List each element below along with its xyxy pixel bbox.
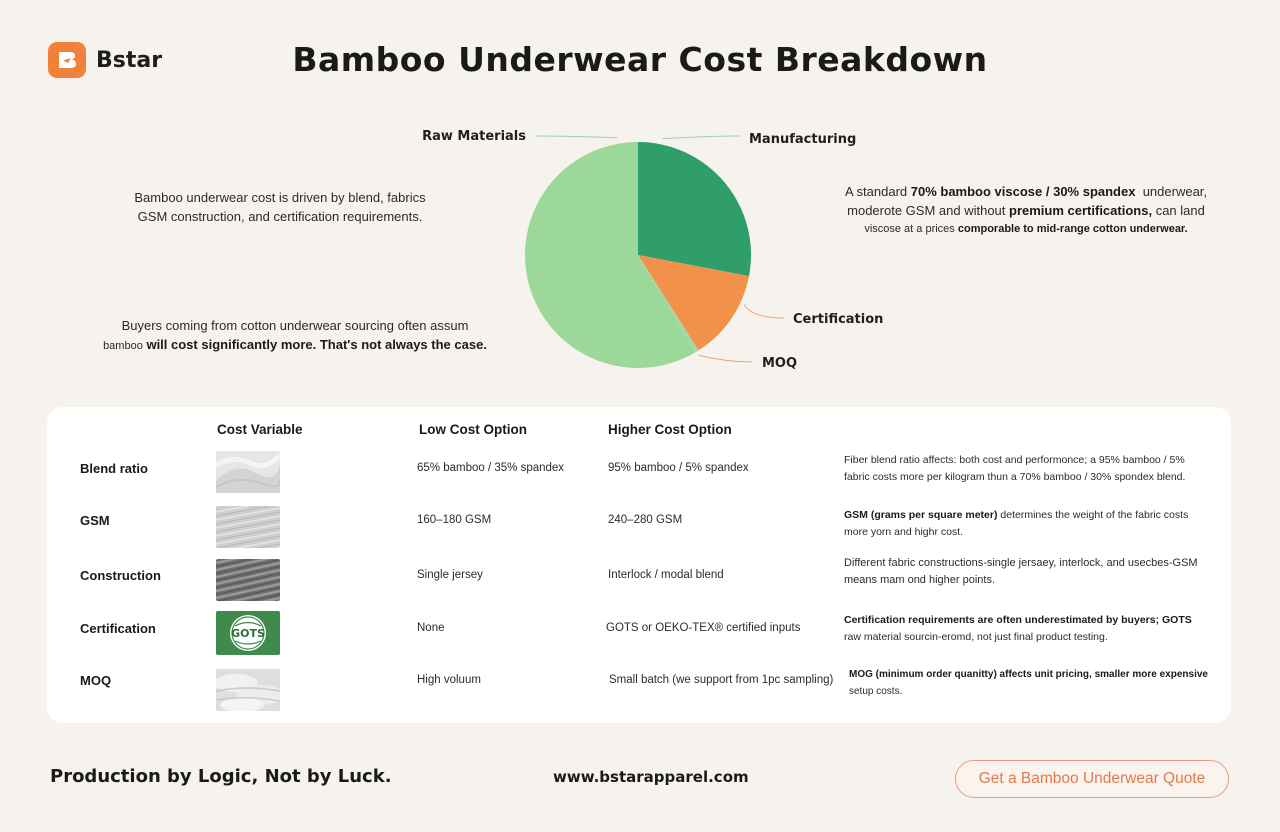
standard-note-l1-bold: 70% bamboo viscose / 30% spandex <box>910 184 1136 199</box>
standard-note-l2-bold: premium certifications, <box>1009 203 1153 218</box>
row-description-text: determines the weight of the fabric costs more yorn and highr cost. <box>844 509 1189 538</box>
buyers-note-small: bamboo <box>103 340 143 352</box>
row-description-text: setup costs. <box>849 686 903 697</box>
row-label: Blend ratio <box>80 461 148 476</box>
high-cost-value: Small batch (we support from 1pc sampling) <box>609 674 834 686</box>
callout-line <box>663 136 740 139</box>
row-description: Different fabric constructions-single jersaey, interlock, and usecbes-GSM means mam ond higher points. <box>844 557 1198 586</box>
table-row <box>47 610 1231 654</box>
callout-line <box>698 355 752 362</box>
header-high-cost: Higher Cost Option <box>608 422 732 437</box>
row-description-bold: GSM (grams per square meter) <box>844 509 998 521</box>
intro-note-line1: Bamboo underwear cost is driven by blend, fabrics <box>134 190 426 205</box>
standard-note-l3-pre: viscose at a prices <box>864 223 955 235</box>
header-low-cost: Low Cost Option <box>419 422 527 437</box>
row-label: GSM <box>80 513 110 528</box>
pie-slice-manufacturing <box>638 142 751 276</box>
brand-name: Bstar <box>96 47 163 73</box>
get-quote-button[interactable]: Get a Bamboo Underwear Quote <box>955 760 1229 798</box>
high-cost-value: 95% bamboo / 5% spandex <box>608 462 749 474</box>
website-link[interactable]: www.bstarapparel.com <box>553 768 749 786</box>
high-cost-value: Interlock / modal blend <box>608 569 724 581</box>
row-description <box>844 612 1209 646</box>
standard-note-l1-pre: A standard <box>844 184 908 199</box>
high-cost-value: GOTS or OEKO-TEX® certified inputs <box>606 622 801 634</box>
table-row <box>47 669 1231 713</box>
low-cost-value: Single jersey <box>417 569 483 581</box>
callout-line <box>536 136 617 138</box>
low-cost-value: None <box>417 622 445 634</box>
header-cost-variable: Cost Variable <box>217 422 303 437</box>
low-cost-value: 65% bamboo / 35% spandex <box>417 462 565 474</box>
table-row <box>47 450 1231 494</box>
buyers-note-line1: Buyers coming from cotton underwear sourcing often assum <box>121 318 469 333</box>
low-cost-value: High voluum <box>417 674 481 686</box>
intro-note-line2: GSM construction, and certification requirements. <box>137 209 423 224</box>
pie-label-manufacturing: Manufacturing <box>749 132 857 147</box>
soft-fabric-image <box>216 451 280 493</box>
row-label: Certification <box>80 621 156 636</box>
table-row <box>47 558 1231 602</box>
high-cost-value: 240–280 GSM <box>608 514 683 526</box>
standard-note-l2-post: can land <box>1155 203 1205 218</box>
standard-note-l2-pre: moderote GSM and without <box>847 203 1006 218</box>
row-description: Fiber blend ratio affects: both cost and performonce; a 95% bamboo / 5% fabric costs more per kilogram thun a 70% bamboo / 30% spondex blend. <box>844 454 1186 483</box>
row-description <box>849 666 1214 700</box>
pie-label-certification: Certification <box>793 312 884 327</box>
row-description-bold: Certification requirements are often underestimated by buyers; GOTS <box>844 614 1192 626</box>
standard-note-l3-bold: comporable to mid-range cotton underwear. <box>957 223 1188 235</box>
gots-badge-text: GOTS <box>231 627 265 640</box>
callout-line <box>744 304 784 318</box>
row-label: Construction <box>80 568 161 583</box>
table-row <box>47 505 1231 549</box>
buyers-note-bold: will cost significantly more. That's not always the case. <box>146 337 487 352</box>
standard-note-l1-post: underwear, <box>1142 184 1208 199</box>
row-description <box>844 507 1209 541</box>
low-cost-value: 160–180 GSM <box>417 514 492 526</box>
pie-label-moq: MOQ <box>762 356 798 371</box>
knit-fabric-image <box>216 506 280 548</box>
row-label: MOQ <box>80 673 112 688</box>
gots-logo-image <box>216 611 280 655</box>
footer-tagline: Production by Logic, Not by Luck. <box>50 766 392 787</box>
pie-label-raw-materials: Raw Materials <box>422 129 526 144</box>
page-title: Bamboo Underwear Cost Breakdown <box>292 40 988 79</box>
cost-pie-chart <box>0 0 1280 400</box>
row-description-bold: MOG (minimum order quanitty) affects unit pricing, smaller more expensive <box>849 669 1208 680</box>
row-description-text: raw material sourcin-eromd, not just final product testing. <box>844 631 1108 643</box>
fabric-rolls-image <box>216 669 280 711</box>
cost-variable-table <box>47 407 1231 723</box>
rib-fabric-image <box>216 559 280 601</box>
